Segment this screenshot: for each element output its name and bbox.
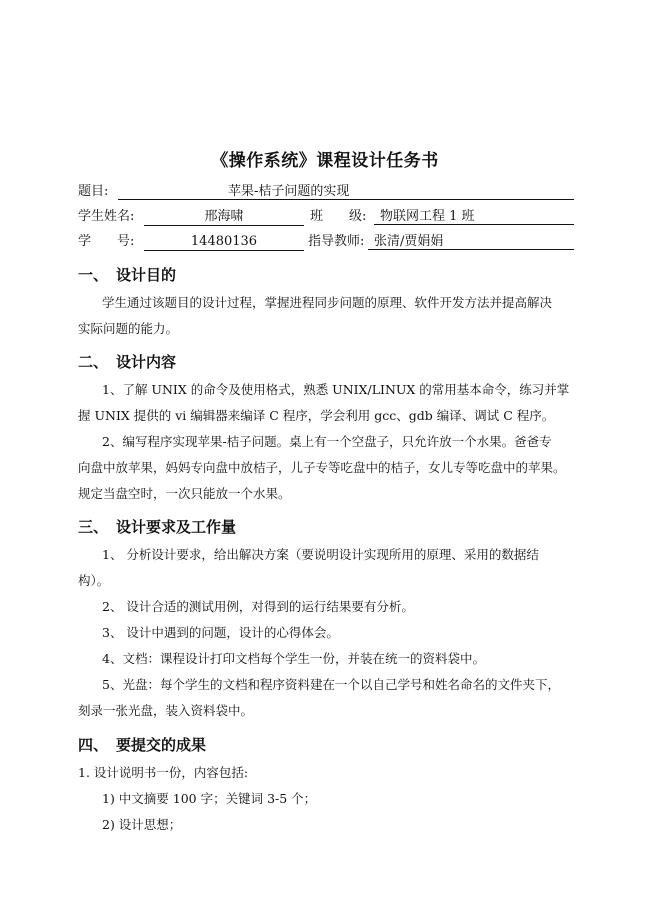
student-id-label: 学 号:: [78, 234, 135, 249]
section-heading-3: [78, 516, 236, 537]
section-title: 设计目的: [116, 266, 177, 284]
text-line: 2) 设计思想；: [102, 817, 182, 832]
section-heading-2: [78, 351, 176, 372]
page-title: 《操作系统》课程设计任务书: [211, 151, 439, 171]
text-line: 1) 中文摘要 100 字；关键词 3-5 个；: [102, 791, 317, 806]
class-label: 班 级:: [310, 209, 367, 224]
section-number: 三、: [78, 518, 109, 536]
section-title: 设计内容: [116, 353, 177, 371]
text-line: 实际问题的能力。: [78, 321, 179, 336]
text-line: 构）。: [78, 573, 110, 588]
section-heading-4: [78, 734, 206, 755]
section-1-paragraph: [78, 290, 574, 342]
text-line: 4、文档：课程设计打印文档每个学生一份，并装在统一的资料袋中。: [102, 651, 485, 666]
section-3-items: [78, 542, 574, 724]
text-line: 握 UNIX 提供的 vi 编辑器来编译 C 程序，学会利用 gcc、gdb 编译、调试 C 程序。: [78, 408, 555, 423]
text-line: 学生通过该题目的设计过程，掌握进程同步问题的原理、软件开发方法并提高解决: [102, 295, 553, 310]
section-4-list: [78, 760, 574, 838]
text-line: 规定当盘空时，一次只能放一个水果。: [78, 486, 291, 501]
advisor-label: 指导教师:: [308, 234, 365, 249]
text-line: 1、 分析设计要求，给出解决方案（要说明设计实现所用的原理、采用的数据结: [102, 547, 539, 562]
text-line: 5、光盘：每个学生的文档和程序资料建在一个以自己学号和姓名命名的文件夹下，: [102, 677, 560, 692]
section-number: 二、: [78, 353, 109, 371]
student-name-label: 学生姓名:: [78, 209, 135, 224]
text-line: 1. 设计说明书一份，内容包括:: [78, 765, 249, 780]
class-value: 物联网工程 1 班: [374, 207, 574, 225]
text-line: 1、了解 UNIX 的命令及使用格式，熟悉 UNIX/LINUX 的常用基本命令，练习并掌: [102, 382, 570, 397]
topic-label: 题目:: [78, 184, 109, 199]
section-title: 要提交的成果: [116, 736, 207, 754]
advisor-value: 张清/贾娟娟: [368, 232, 574, 250]
section-2-paragraphs: [78, 377, 574, 507]
student-name-value: 邢海啸: [144, 207, 304, 226]
text-line: 2、 设计合适的测试用例，对得到的运行结果要有分析。: [102, 599, 414, 614]
text-line: 向盘中放苹果，妈妈专向盘中放桔子，儿子专等吃盘中的桔子，女儿专等吃盘中的苹果。: [78, 460, 566, 475]
section-heading-1: [78, 264, 176, 285]
text-line: 2、编写程序实现苹果-桔子问题。桌上有一个空盘子，只允许放一个水果。爸爸专: [102, 434, 552, 449]
text-line: 刻录一张光盘，装入资料袋中。: [78, 703, 254, 718]
section-number: 四、: [78, 736, 109, 754]
student-id-value: 14480136: [144, 232, 304, 251]
section-number: 一、: [78, 266, 109, 284]
section-title: 设计要求及工作量: [116, 518, 237, 536]
text-line: 3、 设计中遇到的问题，设计的心得体会。: [102, 625, 339, 640]
topic-value: 苹果-桔子问题的实现: [118, 182, 574, 200]
